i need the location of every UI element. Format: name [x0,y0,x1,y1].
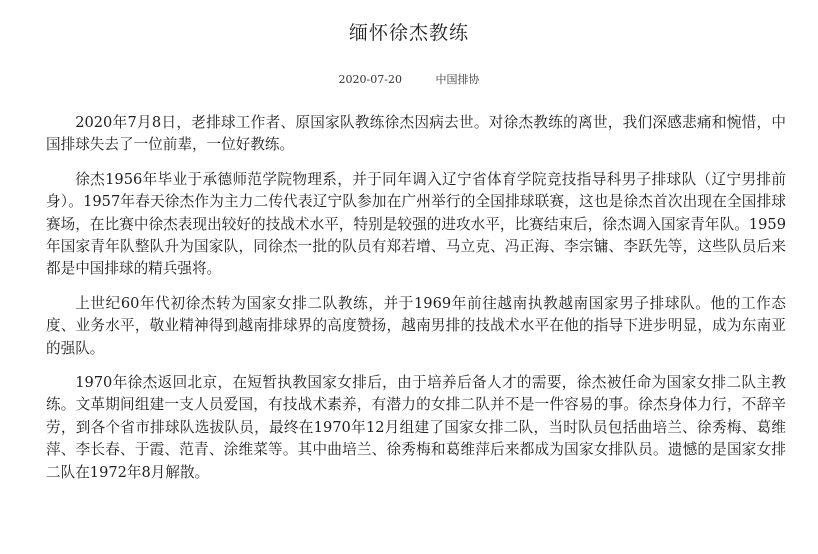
paragraph-3: 上世纪60年代初徐杰转为国家女排二队教练，并于1969年前往越南执教越南国家男子排球队。他的工作态度、业务水平，敬业精神得到越南排球界的高度赞扬，越南男排的技战术水平在他的指导下进步明显，成为东南亚的强队。 [46,294,786,357]
paragraph-2: 徐杰1956年毕业于承德师范学院物理系，并于同年调入辽宁省体育学院竞技指导科男子排球队（辽宁男排前身）。1957年春天徐杰作为主力二传代表辽宁队参加在广州举行的全国排球联赛，这也是徐杰首次出现在全国排球赛场，在比赛中徐杰表现出较好的技战术水平，特别是较强的进攻水平，比赛结束后，徐杰调入国家青年队。1959年国家青年队整队升为国家队，同徐杰一批的队员有郑若增、马立克、冯正海、李宗镛、李跃先等，这些队员后来都是中国排球的精兵强将。 [46,170,786,278]
article-meta [0,72,818,88]
paragraph-1: 2020年7月8日，老排球工作者、原国家队教练徐杰因病去世。对徐杰教练的离世，我们深感悲痛和惋惜，中国排球失去了一位前辈，一位好教练。 [46,114,786,154]
article-body [46,112,786,496]
article-source: 中国排协 [435,73,480,86]
article-title: 缅怀徐杰教练 [348,22,469,44]
publish-date: 2020-07-20 [338,73,402,86]
paragraph-4: 1970年徐杰返回北京，在短暂执教国家女排后，由于培养后备人才的需要，徐杰被任命为国家女排二队主教练。文革期间组建一支人员爱国，有技战术素养，有潜力的女排二队并不是一件容易的事。徐杰身体力行，不辞辛劳，到各个省市排球队选拔队员，最终在1970年12月组建了国家女排二队，当时队员包括曲培兰、徐秀梅、葛维萍、李长春、于霞、范青、涂维菜等。其中曲培兰、徐秀梅和葛维萍后来都成为国家女排队员。遗憾的是国家女排二队在1972年8月解散。 [46,374,786,481]
